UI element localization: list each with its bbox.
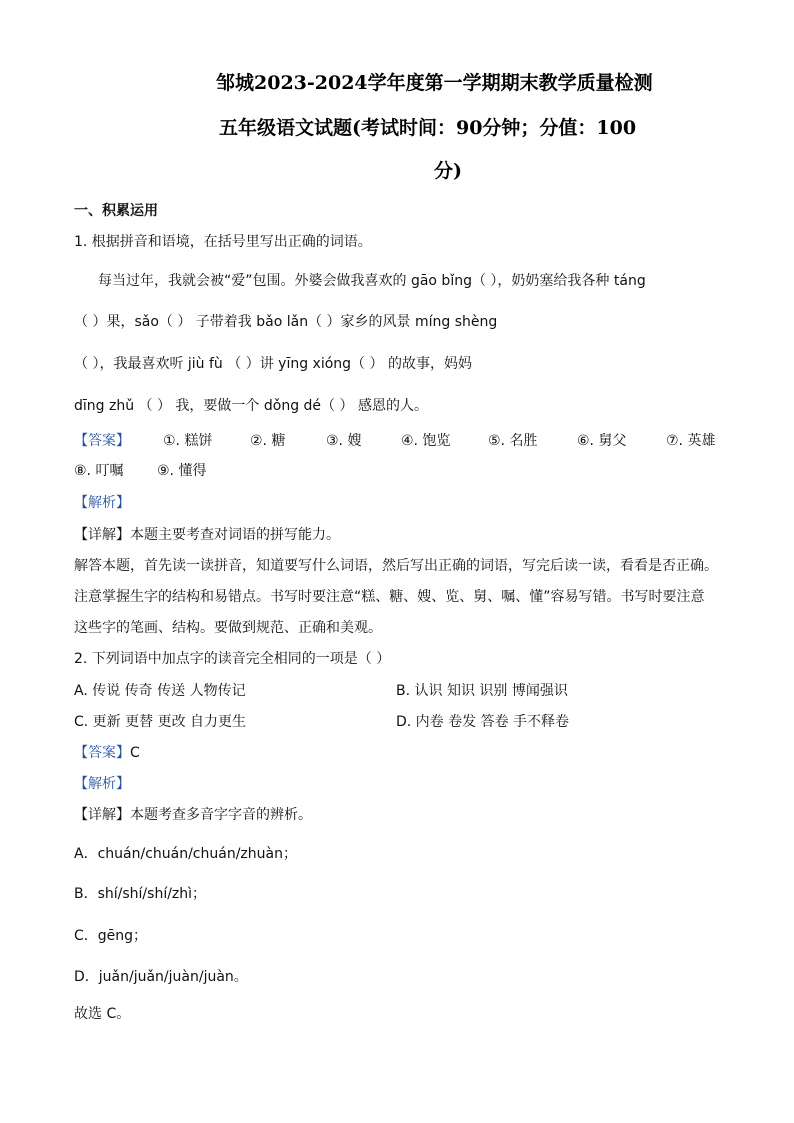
q1-passage-line-1: 每当过年，我就会被“爱”包围。外婆会做我喜欢的 gāo bǐng（ ），奶奶塞给我各种 táng [98,273,646,289]
doc-title-line1: 邹城2023-2024学年度第一学期期末教学质量检测 [216,72,653,94]
q2-detail-4: C．gēng； [74,928,148,944]
q2-detail-6: 故选 C。 [74,1006,131,1022]
q2-detail-1: 【详解】本题考查多音字字音的辨析。 [74,807,312,823]
q1-answer-3: ③. 嫂 [326,433,362,449]
q2-detail-2: A．chuán/chuán/chuán/zhuàn； [74,846,297,862]
q1-answer-8: ⑧. 叮嘱 [74,463,124,479]
q1-answer-5: ⑤. 名胜 [488,433,538,449]
q1-passage-line-2: （ ）果，sǎo（ ） 子带着我 bǎo lǎn（ ）家乡的风景 míng shèng [74,314,498,330]
q1-passage-line-4: dīng zhǔ （ ） 我，要做一个 dǒng dé（ ） 感恩的人。 [74,398,428,414]
section-heading: 一、积累运用 [74,203,158,219]
doc-title-line3: 分) [434,160,462,182]
q1-detail-4: 这些字的笔画、结构。要做到规范、正确和美观。 [74,620,382,636]
q2-option-d: D. 内卷 卷发 答卷 手不释卷 [396,714,570,730]
q1-answer-7: ⑦. 英雄 [666,433,716,449]
q2-option-b: B. 认识 知识 识别 博闻强识 [396,683,568,699]
q1-detail-3: 注意掌握生字的结构和易错点。书写时要注意“糕、糖、嫂、览、舅、嘱、懂”容易写错。书写时要注意 [74,589,705,605]
question-2-stem: 2. 下列词语中加点字的读音完全相同的一项是（ ） [74,651,391,667]
q1-answer-1: ①. 糕饼 [163,433,213,449]
q2-detail-5: D．juǎn/juǎn/juàn/juàn。 [74,969,248,985]
q1-answer-4: ④. 饱览 [401,433,451,449]
q1-answer-label: 【答案】 [74,433,130,449]
q1-analysis-label: 【解析】 [74,495,130,511]
doc-title-line2: 五年级语文试题(考试时间：90分钟；分值：100 [219,117,637,139]
q2-detail-3: B．shí/shí/shí/zhì； [74,886,207,902]
q1-answer-2: ②. 糖 [250,433,286,449]
q1-detail-1: 【详解】本题主要考查对词语的拼写能力。 [74,527,340,543]
question-1-stem: 1. 根据拼音和语境，在括号里写出正确的词语。 [74,234,372,250]
q2-answer-value: C [130,745,140,761]
q1-answer-9: ⑨. 懂得 [157,463,207,479]
q1-passage-line-3: （ ），我最喜欢听 jiù fù （ ）讲 yīng xióng（ ） 的故事，妈妈 [74,356,472,372]
q2-answer-line [74,742,140,762]
q2-option-c: C. 更新 更替 更改 自力更生 [74,714,247,730]
q1-answer-6: ⑥. 舅父 [577,433,627,449]
q1-detail-2: 解答本题，首先读一读拼音，知道要写什么词语，然后写出正确的词语，写完后读一读，看看是否正确。 [74,558,718,574]
q2-answer-label: 【答案】 [74,745,130,761]
q2-analysis-label: 【解析】 [74,776,130,792]
q2-option-a: A. 传说 传奇 传送 人物传记 [74,683,246,699]
